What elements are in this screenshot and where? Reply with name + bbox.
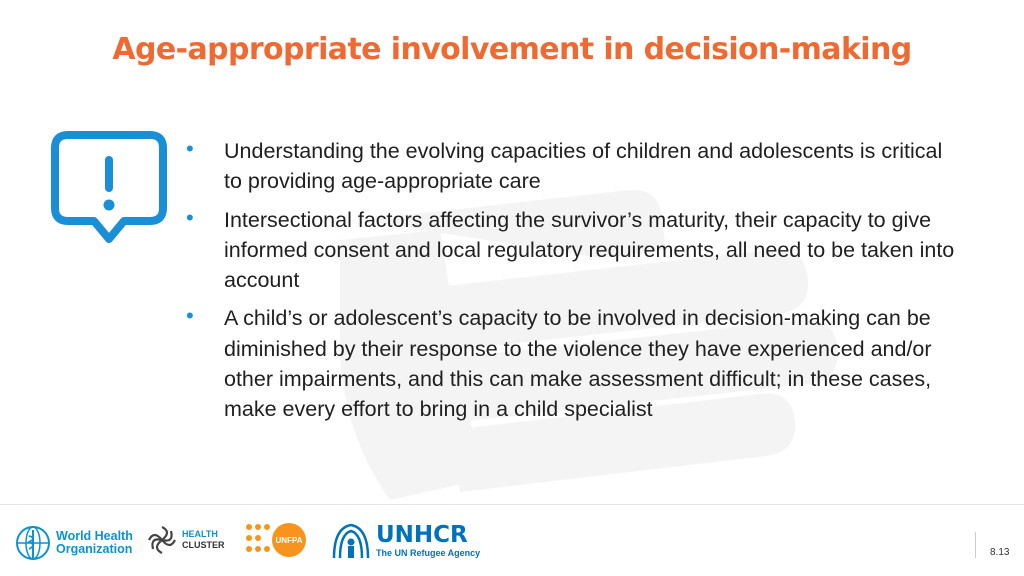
page-number-divider	[975, 532, 976, 558]
bullet-list	[186, 136, 966, 433]
bullet-text: Understanding the evolving capacities of children and adolescents is critical to providing age-appropriate care	[224, 139, 943, 194]
bullet-text: A child’s or adolescent’s capacity to be involved in decision-making can be diminished by their response to the violence they have experienced and/or other impairments, and this can make assessment difficult; in these cases, make every effort to bring in a child specialist	[224, 306, 932, 422]
slide-title: Age-appropriate involvement in decision-making	[112, 32, 912, 67]
unfpa-label: UNFPA	[275, 535, 303, 545]
unhcr-logo	[331, 522, 480, 560]
footer-divider	[0, 504, 1024, 505]
exclamation-speech-bubble-icon	[50, 130, 168, 254]
bullet-item	[186, 136, 966, 197]
bullet-marker: •	[186, 204, 194, 230]
health-cluster-line2: CLUSTER	[182, 540, 225, 550]
unfpa-badge	[272, 523, 306, 557]
bullet-item	[186, 205, 966, 296]
bullet-item	[186, 303, 966, 424]
who-name-line1: World Health	[56, 529, 133, 543]
unhcr-tagline: The UN Refugee Agency	[376, 547, 481, 558]
unhcr-sheltering-hands-icon	[331, 522, 371, 560]
bullet-marker: •	[186, 303, 194, 329]
bullet-marker: •	[186, 136, 194, 161]
who-name-line2: Organization	[56, 542, 133, 556]
bullet-text: Intersectional factors affecting the survivor’s maturity, their capacity to give informed consent and local regulatory requirements, all need to be taken into account	[224, 207, 955, 293]
health-cluster-logo	[146, 524, 225, 556]
who-emblem-icon	[14, 524, 52, 562]
health-cluster-swirl-icon	[146, 524, 178, 556]
who-logo	[14, 524, 133, 562]
unfpa-logo	[244, 522, 306, 558]
unhcr-name: UNHCR	[376, 521, 468, 548]
page-number: 8.13	[990, 547, 1010, 558]
health-cluster-line1: HEALTH	[182, 529, 218, 539]
